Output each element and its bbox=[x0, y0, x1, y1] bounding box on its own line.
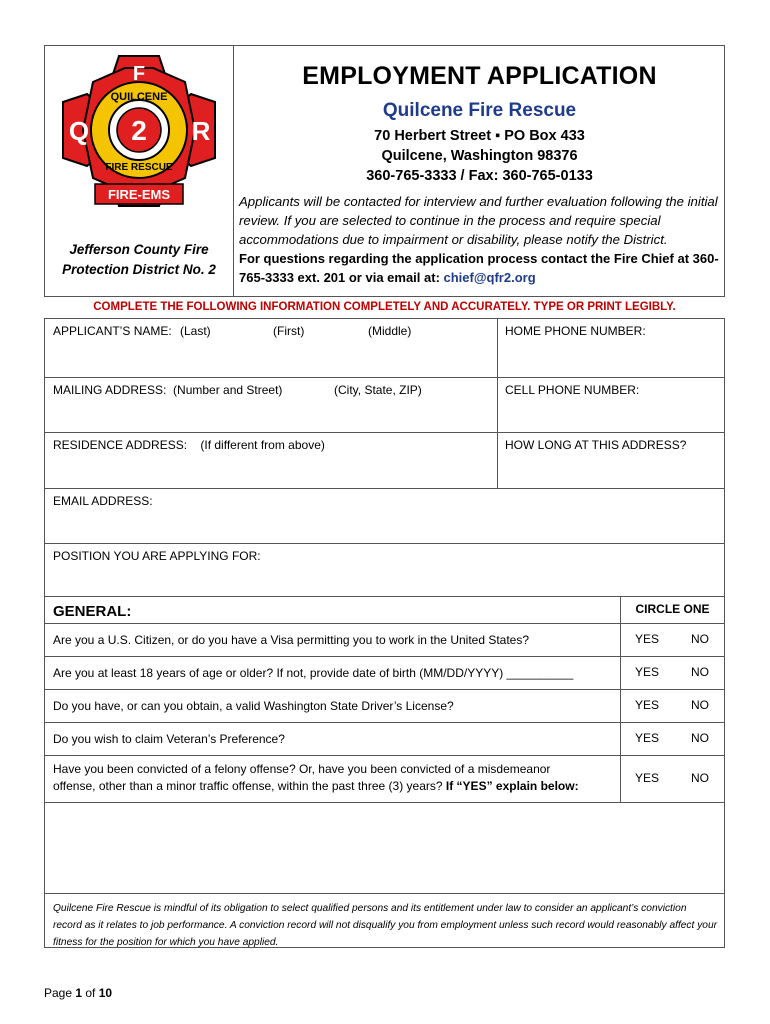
name-last-label: (Last) bbox=[180, 324, 211, 338]
district-line-1: Jefferson County Fire bbox=[69, 242, 209, 257]
mailing-city-label: (City, State, ZIP) bbox=[334, 383, 422, 397]
instructions-banner: COMPLETE THE FOLLOWING INFORMATION COMPLETELY AND ACCURATELY. TYPE OR PRINT LEGIBLY. bbox=[93, 301, 676, 313]
logo-top-letter: F bbox=[132, 63, 146, 85]
question-license: Do you have, or can you obtain, a valid Washington State Driver’s License? bbox=[53, 699, 454, 713]
contact-info bbox=[239, 249, 723, 287]
column-divider bbox=[620, 756, 621, 802]
logo-left-letter: Q bbox=[68, 116, 90, 146]
logo-ring-top: QUILCENE bbox=[110, 91, 168, 103]
page-prefix: Page bbox=[44, 986, 76, 1000]
circle-one-heading: CIRCLE ONE bbox=[635, 602, 710, 616]
yes-option[interactable]: YES bbox=[634, 665, 659, 679]
no-option[interactable]: NO bbox=[691, 731, 709, 745]
general-header-row bbox=[44, 596, 725, 623]
question-veteran: Do you wish to claim Veteran’s Preference? bbox=[53, 732, 285, 746]
applicant-name-label: APPLICANT’S NAME: bbox=[53, 324, 172, 338]
no-option[interactable]: NO bbox=[691, 632, 709, 646]
email-row bbox=[44, 488, 725, 543]
question-row-veteran bbox=[44, 722, 725, 755]
district-name bbox=[45, 240, 233, 280]
yes-option[interactable]: YES bbox=[634, 632, 659, 646]
page-number bbox=[44, 986, 112, 1000]
residence-address-field[interactable] bbox=[45, 433, 498, 488]
question-row-license bbox=[44, 689, 725, 722]
position-field[interactable] bbox=[45, 544, 724, 596]
email-field[interactable] bbox=[45, 489, 724, 543]
cell-phone-field[interactable] bbox=[498, 378, 724, 432]
column-divider bbox=[620, 624, 621, 656]
contact-email-link[interactable]: chief@qfr2.org bbox=[443, 270, 536, 285]
name-row bbox=[44, 318, 725, 377]
question-citizen: Are you a U.S. Citizen, or do you have a Visa permitting you to work in the United States? bbox=[53, 633, 530, 647]
how-long-label: HOW LONG AT THIS ADDRESS? bbox=[505, 438, 687, 452]
question-row-citizen bbox=[44, 623, 725, 656]
no-option[interactable]: NO bbox=[691, 698, 709, 712]
page-total: 10 bbox=[98, 986, 113, 1000]
question-row-felony bbox=[44, 755, 725, 802]
address-city: Quilcene, Washington 98376 bbox=[381, 148, 578, 164]
yes-option[interactable]: YES bbox=[634, 771, 659, 785]
column-divider bbox=[620, 657, 621, 689]
question-row-age bbox=[44, 656, 725, 689]
mailing-address-label: MAILING ADDRESS: (Number and Street) bbox=[53, 383, 283, 397]
name-middle-label: (Middle) bbox=[368, 324, 412, 338]
organization-name: Quilcene Fire Rescue bbox=[382, 100, 577, 121]
yes-option[interactable]: YES bbox=[634, 731, 659, 745]
logo-ring-bottom: FIRE RESCUE bbox=[105, 162, 173, 173]
page-current: 1 bbox=[75, 986, 83, 1000]
disclaimer-text: Quilcene Fire Rescue is mindful of its obligation to select qualified persons and its entitlement under law to consider an applicant’s conviction record as it relates to job performance. A conviction record will not disqualify you from employment unless such record would reasonably affect your fitness for the position for which you have applied. bbox=[53, 903, 718, 948]
name-first-label: (First) bbox=[273, 324, 305, 338]
district-line-2: Protection District No. 2 bbox=[62, 262, 216, 277]
logo-cell bbox=[45, 46, 234, 296]
question-felony-line-2 bbox=[53, 778, 618, 795]
question-felony-instruction: If “YES” explain below: bbox=[445, 779, 579, 793]
column-divider bbox=[620, 690, 621, 722]
mailing-address-field[interactable] bbox=[45, 378, 498, 432]
logo-banner-text: FIRE-EMS bbox=[107, 187, 171, 202]
felony-explanation-area[interactable] bbox=[44, 802, 725, 893]
header-block bbox=[44, 45, 725, 297]
home-phone-label: HOME PHONE NUMBER: bbox=[505, 324, 646, 338]
no-option[interactable]: NO bbox=[691, 771, 709, 785]
question-felony-line-1: Have you been convicted of a felony offense? Or, have you been convicted of a misdemeanor bbox=[53, 762, 551, 776]
yes-option[interactable]: YES bbox=[634, 698, 659, 712]
question-felony-text: offense, other than a minor traffic offense, within the past three (3) years? bbox=[53, 779, 446, 793]
maltese-cross-logo bbox=[55, 50, 223, 214]
page-title: EMPLOYMENT APPLICATION bbox=[302, 62, 657, 90]
no-option[interactable]: NO bbox=[691, 665, 709, 679]
page-of: of bbox=[82, 986, 99, 1000]
logo-center-number: 2 bbox=[131, 115, 147, 146]
residence-address-label: RESIDENCE ADDRESS: (If different from above) bbox=[53, 438, 325, 452]
general-heading: GENERAL: bbox=[53, 603, 132, 620]
logo-right-letter: R bbox=[191, 116, 211, 146]
position-label: POSITION YOU ARE APPLYING FOR: bbox=[53, 549, 261, 563]
column-divider bbox=[620, 723, 621, 755]
contact-text: For questions regarding the application process contact the Fire Chief at 360-765-3333 ext. 201 or via email at: bbox=[239, 251, 719, 285]
email-label: EMAIL ADDRESS: bbox=[53, 494, 153, 508]
mailing-row bbox=[44, 377, 725, 432]
address-phone: 360-765-3333 / Fax: 360-765-0133 bbox=[366, 168, 593, 184]
position-row bbox=[44, 543, 725, 596]
applicant-name-field[interactable] bbox=[45, 319, 498, 377]
home-phone-field[interactable] bbox=[498, 319, 724, 377]
disclaimer-row bbox=[44, 893, 725, 948]
residence-row bbox=[44, 432, 725, 488]
question-age: Are you at least 18 years of age or older? If not, provide date of birth (MM/DD/YYYY) __________ bbox=[53, 666, 574, 680]
applicant-notice: Applicants will be contacted for interview and further evaluation following the initial review. If you are selected to continue in the process and require special accommodations due to impairment or disability, please notify the District. bbox=[239, 194, 718, 247]
how-long-field[interactable] bbox=[498, 433, 724, 488]
question-felony bbox=[53, 761, 618, 795]
cell-phone-label: CELL PHONE NUMBER: bbox=[505, 383, 640, 397]
address-street: 70 Herbert Street ▪ PO Box 433 bbox=[374, 128, 585, 144]
